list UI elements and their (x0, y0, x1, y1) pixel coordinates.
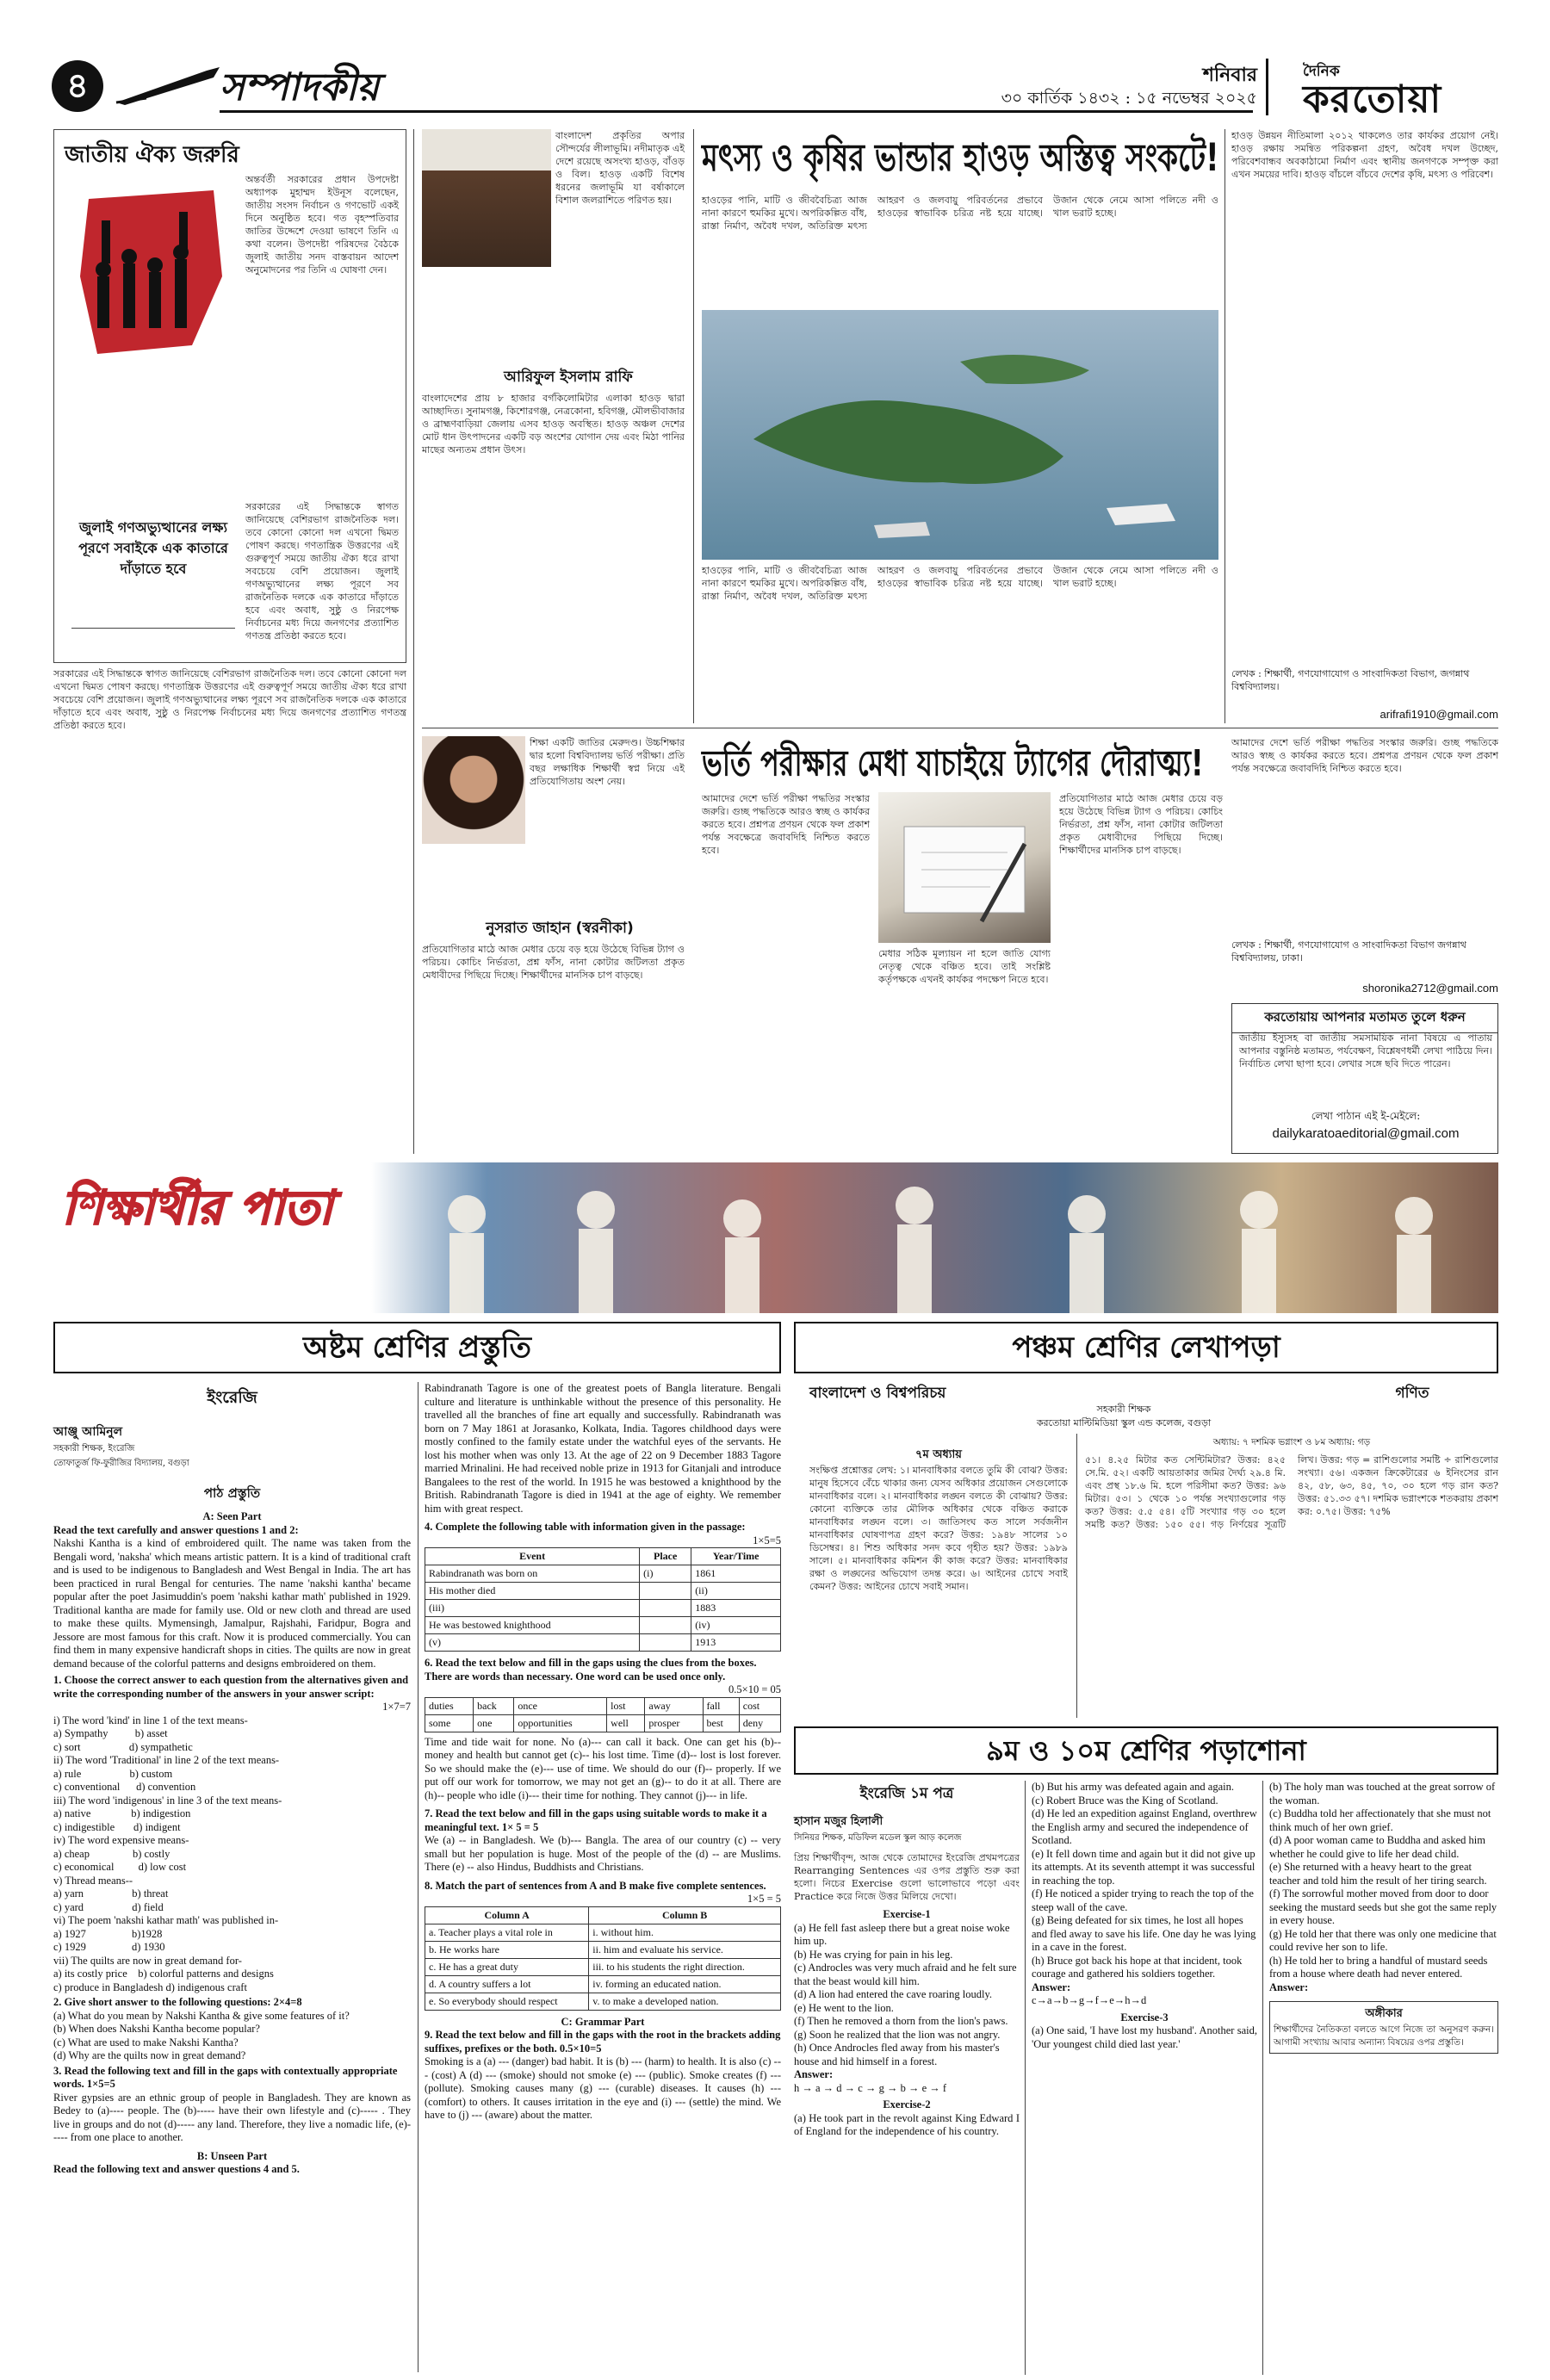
ex3-item: (e) She returned with a heavy heart to the great teacher and told him the result of her tiring search. (1269, 1861, 1487, 1887)
table-cell: (iv) (691, 1617, 781, 1634)
q8: 8. Match the part of sentences from A and B make five complete sentences. (425, 1879, 766, 1892)
class910-col1 (794, 1781, 1020, 2375)
class8-subject: ইংরেজি (207, 1388, 257, 1407)
article2-body-a: শিক্ষা একটি জাতির মেরুদণ্ড। উচ্চশিক্ষার দ্বার হলো বিশ্ববিদ্যালয় ভর্তি পরীক্ষা। প্রতি বছর লক্ষাধিক শিক্ষার্থী স্বপ্ন নিয়ে এই প্রতিযোগিতায় অংশ নেয়। (530, 737, 685, 787)
mcq-line: c) sort d) sympathetic (53, 1740, 193, 1753)
class5-math-chapter: অধ্যায়: ৭ দশমিক ভগ্নাংশ ও ৮ম অধ্যায়: গড় (1212, 1437, 1371, 1447)
table-cell: b. He works hare (425, 1941, 589, 1958)
table-row (425, 1941, 781, 1958)
word-box-cell: duties (425, 1697, 474, 1714)
table-cell: (i) (640, 1565, 691, 1583)
ex1-item: (a) He fell fast asleep there but a great noise woke him up. (794, 1921, 1013, 1947)
table-cell: Rabindranath was born on (425, 1565, 640, 1583)
class910-teacher-role: সিনিয়র শিক্ষক, মডিফিল মডেল স্কুল আড় কলেজ (794, 1833, 962, 1843)
article2-body-e: প্রতিযোগিতার মাঠে আজ মেধার চেয়ে বড় হয়ে উঠেছে বিভিন্ন ট্যাগ ও পরিচয়। কোচিং নির্ভরতা, প্রশ্ন ফাঁস, নানা কোটার জটিলতা প্রকৃত মেধাবীদের পিছিয়ে দিচ্ছে। শিক্ষার্থীদের মানসিক চাপ বাড়ছে। (1059, 793, 1223, 856)
mcq-line: a) yarn b) threat (53, 1887, 169, 1900)
ex3-item: (c) Buddha told her affectionately that she must not think much of her own grief. (1269, 1807, 1494, 1833)
article1-body-b: বাংলাদেশের প্রায় ৮ হাজার বর্গকিলোমিটার এলাকা হাওড় দ্বারা আচ্ছাদিত। সুনামগঞ্জ, কিশোরগঞ্জ, নেত্রকোনা, হবিগঞ্জ, মৌলভীবাজার ও ব্রাহ্মণবাড়িয়া জেলায় এসব হাওড় অবস্থিত। হাওড় অঞ্চল দেশের মোট ধান উৎপাদনের একটি বড় অংশের যোগান দেয় এবং মিঠা পানির মাছের অন্যতম প্রধান উৎস। (422, 393, 685, 456)
mcq-line: a) cheap b) costly (53, 1847, 170, 1860)
col-rule-2 (693, 129, 694, 723)
table-cell: d. A country suffers a lot (425, 1975, 589, 1993)
mcq-line: c) yard d) field (53, 1900, 164, 1913)
ex2-list (1032, 1781, 1260, 1981)
editorial-continued: সরকারের এই সিদ্ধান্তকে স্বাগত জানিয়েছে বেশিরভাগ রাজনৈতিক দল। তবে কোনো কোনো দল এখনো দ্বিমত পোষণ করছে। গণতান্ত্রিক উত্তরণের এই গুরুত্বপূর্ণ সময়ে জাতীয় ঐক্য ধরে রাখা সবচেয়ে বেশি প্রয়োজন। জুলাই গণঅভ্যুত্থানের লক্ষ্য পূরণে সব রাজনৈতিক দলকে এক কাতারে দাঁড়াতে হবে এবং অবাধ, সুষ্ঠু ও নিরপেক্ষ নির্বাচনের মধ্য দিয়ে জনগণের প্রত্যাশিত গণতন্ত্র প্রতিষ্ঠা করতে হবে। (53, 668, 406, 731)
word-box-cell: cost (739, 1697, 780, 1714)
ex2-item: (c) Robert Bruce was the King of Scotland. (1032, 1794, 1218, 1807)
word-box (425, 1697, 781, 1732)
ex2-item: (g) Being defeated for six times, he lost all hopes and fled away to save his life. One day he was lying in a cave in the forest. (1032, 1914, 1259, 1953)
mcq-line: vi) The poem 'nakshi kathar math' was published in- (53, 1914, 279, 1926)
class5-math-text: ৫১। ৪.২৫ মিটার কত সেন্টিমিটার? উত্তর: ৪২৫ সে.মি. ৫২। একটি আয়তাকার জমির দৈর্ঘ্য ২৯.৪ মি. এবং প্রস্থ ১৮.৬ মি. হলে পরিসীমা কত? উত্তর: ৯৬ মিটার। ৫৩। ১ থেকে ১০ পর্যন্ত সংখ্যাগুলোর গড় কত? উত্তর: ৫.৫ ৫৪। ৫টি সংখ্যার গড় ৩০ হলে সমষ্টি কত? উত্তর: ১৫০ ৫৫। গড় নির্ণয়ের সূত্রটি লিখ। উত্তর: গড় = রাশিগুলোর সমষ্টি ÷ রাশিগুলোর সংখ্যা। ৫৬। একজন ক্রিকেটারের ৬ ইনিংসের রান ৪২, ৫৮, ৬৩, ৪৫, ৭০, ৩০ হলে গড় রান কত? উত্তর: ৫১.৩৩ ৫৭। দশমিক ভগ্নাংশকে শতকরায় প্রকাশ কর: ০.৭৫। উত্তর: ৭৫% (1085, 1454, 1498, 1530)
q2-item: (b) When does Nakshi Kantha become popular? (53, 2023, 260, 2035)
author-photo-rafi (422, 129, 551, 267)
mcq-line: a) 1927 b)1928 (53, 1927, 163, 1940)
pullquote-rule (71, 628, 235, 629)
table-row (425, 1975, 781, 1993)
class8-title: অষ্টম শ্রেণির প্রস্তুতি (303, 1330, 531, 1365)
word-box-cell: well (607, 1714, 645, 1732)
word-box-cell: once (514, 1697, 607, 1714)
word-box-cell: lost (607, 1697, 645, 1714)
match-table (425, 1906, 781, 2011)
table-cell: e. So everybody should respect (425, 1993, 589, 2010)
table-cell: c. He has a great duty (425, 1958, 589, 1975)
mcq-line: i) The word 'kind' in line 1 of the text means- (53, 1714, 248, 1726)
ex2-answer: c→a→b→g→f→e→h→d (1032, 1994, 1147, 2006)
table-cell: (iii) (425, 1600, 640, 1617)
section-title: সম্পাদকীয় (220, 65, 380, 109)
q6-text: Time and tide wait for none. No (a)--- can call it back. One can get his (b)-- money and health but cannot get (c)-- his lost time. Time (d)-- lost is lost forever. So we should make the (e)--- use of time. We should do our (f)-- properly. If we put off our work for tomorrow, we may not get an (g)-- to do it at all. There are (h)-- people who idle (i)--- their time for nothing. They cannot (j)--- in life. (425, 1735, 781, 1801)
article1-body-a: বাংলাদেশ প্রকৃতির অপার সৌন্দর্যের লীলাভূমি। নদীমাতৃক এই দেশে রয়েছে অসংখ্য হাওড়, বাঁওড় ও বিল। হাওড় একটি বিশেষ ধরনের জলাভূমি যা বর্ষাকালে বিশাল জলরাশিতে পরিণত হয়। (555, 130, 685, 206)
q1-marks: 1×7=7 (382, 1701, 411, 1713)
editorial-box (53, 129, 406, 663)
table-row (425, 1924, 781, 1941)
instr1: Read the text carefully and answer questions 1 and 2: (53, 1523, 299, 1536)
ex3-item: (d) A poor woman came to Buddha and asked him whether he could give to life her dead child. (1269, 1834, 1489, 1860)
table-cell: iv. forming an educated nation. (589, 1975, 781, 1993)
ex2-answer-label: Answer: (1032, 1980, 1071, 1993)
part-b-heading: B: Unseen Part (196, 2149, 268, 2162)
article1-body-e: হাওড় উন্নয়ন নীতিমালা ২০১২ থাকলেও তার কার্যকর প্রয়োগ নেই। হাওড় রক্ষায় সমন্বিত পরিকল্পনা গ্রহণ, অবৈধ দখল উচ্ছেদ, পরিবেশবান্ধব অবকাঠামো নির্মাণ এবং স্থানীয় জনগণকে সম্পৃক্ত করা এখন সময়ের দাবি। হাওড় বাঁচলে বাঁচবে দেশের কৃষি, মৎস্য ও পরিবেশ। (1231, 130, 1498, 180)
word-box-cell: one (474, 1714, 514, 1732)
q3: 3. Read the following text and fill in the gaps with contextually appropriate words. 1×5=5 (53, 2064, 398, 2090)
table-cell: i. without him. (589, 1924, 781, 1941)
instr2: Read the following text and answer questions 4 and 5. (53, 2163, 300, 2175)
ex1-title: Exercise-1 (883, 1908, 931, 1920)
table-row (425, 1634, 781, 1652)
ex2-item: (b) But his army was defeated again and again. (1032, 1781, 1234, 1793)
class5-title: পঞ্চম শ্রেণির লেখাপড়া (1012, 1330, 1280, 1365)
table-cell: v. to make a developed nation. (589, 1993, 781, 2010)
passage1: Nakshi Kantha is a kind of embroidered quilt. The name was taken from the Bengali word, 'naksha' which means artistic pattern. It is a kind of traditional craft and is used to be indigenous to Bangladesh and West Bengal in India. The art has been practiced in rural Bengal for centuries. The name 'nakshi kantha' became popular after the poet Jasimuddin's poem 'nakshi kathar math' published in 1929. Traditional kantha are made for family use. Old or new cloth and thread are used to make these quilts. Mymensingh, Jamalpur, Rajshahi, Faridpur, Bogra and Jessore are most famous for this craft. Now it is produced commercially. You can find them in many expensive handicraft shops in cities. The quilts are now in great demand because of the colorful patterns and designs embroidered on them. (53, 1537, 411, 1670)
q1: 1. Choose the correct answer to each question from the alternatives given and write the corresponding number of the answers in your answer script: (53, 1674, 409, 1700)
notice-text: শিক্ষার্থীদের নৈতিকতা বলতে আগে নিজে তা অনুসরণ করুন। আগামী সংখ্যায় আবার অন্যান্য বিষয়ের ওপর প্রস্তুতি। (1274, 2024, 1494, 2048)
mcq-line: a) native b) indigestion (53, 1807, 191, 1819)
class910-title: ৯ম ও ১০ম শ্রেণির পড়াশোনা (986, 1734, 1306, 1767)
table-row (425, 1993, 781, 2010)
opinion-title: করতোয়ায় আপনার মতামত তুলে ধরুন (1232, 1004, 1497, 1033)
opinion-email[interactable]: dailykaratoaeditorial@gmail.com (1272, 1126, 1460, 1141)
mcq-line: c) 1929 d) 1930 (53, 1941, 165, 1953)
word-box-cell: opportunities (514, 1714, 607, 1732)
table-header: Event (425, 1548, 640, 1565)
article2-email: shoronika2712@gmail.com (1362, 982, 1498, 995)
table-cell (640, 1600, 691, 1617)
mcq-line: c) economical d) low cost (53, 1861, 187, 1873)
word-box-cell: back (474, 1697, 514, 1714)
table-header: Place (640, 1548, 691, 1565)
table-row (425, 1697, 781, 1714)
ex1-item: (e) He went to the lion. (794, 2001, 894, 2014)
table-cell: 1883 (691, 1600, 781, 1617)
q7: 7. Read the text below and fill in the gaps using suitable words to make it a meaningful text. 1× 5 = 5 (425, 1807, 767, 1833)
class5-title-box (794, 1322, 1498, 1373)
word-box-cell: best (703, 1714, 739, 1732)
table-cell: (ii) (691, 1583, 781, 1600)
class8-col2 (425, 1382, 781, 2372)
article1-author-note: লেখক : শিক্ষার্থী, গণযোগাযোগ ও সাংবাদিকতা বিভাগ, জগন্নাথ বিশ্ববিদ্যালয়। (1231, 668, 1470, 692)
ex1-answer: h → a → d → c → g → b → e → f (794, 2081, 947, 2094)
mcq-list (53, 1714, 411, 1995)
opinion-body: জাতীয় ইস্যুসহ বা জাতীয় সমসাময়িক নানা বিষয়ে এ পাতায় আপনার বস্তুনিষ্ঠ মতামত, পর্যবেক্ষণ, বিশ্লেষণধর্মী লেখা পাঠিয়ে দিন। নির্বাচিত লেখা ছাপা হবে। লেখার সঙ্গে ছবি দিতে পারেন। (1239, 1032, 1492, 1069)
article2-headline: ভর্তি পরীক্ষার মেধা যাচাইয়ে ট্যাগের দৌরাত্ম্য! (702, 741, 1204, 784)
q6-marks: 0.5×10 = 05 (728, 1683, 781, 1695)
editorial-title: জাতীয় ঐক্য জরুরি (65, 142, 239, 168)
ex2-title: Exercise-2 (883, 2098, 931, 2110)
mcq-line: a) its costly price b) colorful patterns and designs (53, 1968, 274, 1980)
ex1-item: (f) Then he removed a thorn from the lion's paws. (794, 2015, 1008, 2027)
class910-col2 (1032, 1781, 1260, 2375)
class5-subject-right: গণিত (1395, 1385, 1429, 1402)
table-row (425, 1958, 781, 1975)
part-a-heading: A: Seen Part (202, 1510, 262, 1522)
class5-school: করতোয়া মাল্টিমিডিয়া স্কুল এন্ড কলেজ, বগুড়া (1036, 1417, 1212, 1429)
ex1-item: (d) A lion had entered the cave roaring loudly. (794, 1988, 993, 2000)
table-cell (640, 1634, 691, 1652)
table-row (425, 1600, 781, 1617)
class910-col-rule-1 (1025, 1781, 1026, 2375)
ex2-item: (f) He noticed a spider trying to reach the top of the steep wall of the cave. (1032, 1887, 1257, 1913)
editorial-body-bottom: সরকারের এই সিদ্ধান্তকে স্বাগত জানিয়েছে বেশিরভাগ রাজনৈতিক দল। তবে কোনো কোনো দল এখনো দ্বিমত পোষণ করছে। গণতান্ত্রিক উত্তরণের এই গুরুত্বপূর্ণ সময়ে জাতীয় ঐক্য ধরে রাখা সবচেয়ে বেশি প্রয়োজন। জুলাই গণঅভ্যুত্থানের লক্ষ্য পূরণে সব রাজনৈতিক দলকে এক কাতারে দাঁড়াতে হবে এবং অবাধ, সুষ্ঠু ও নিরপেক্ষ নির্বাচনের মধ্য দিয়ে জনগণের প্রত্যাশিত গণতন্ত্র প্রতিষ্ঠা করতে হবে। (245, 501, 399, 641)
table-cell (640, 1617, 691, 1634)
haor-photo (702, 310, 1218, 560)
q4: 4. Complete the following table with information given in the passage: (425, 1521, 746, 1533)
q2: 2. Give short answer to the following questions: 2×4=8 (53, 1996, 302, 2008)
student-banner (53, 1162, 1498, 1313)
article1-email: arifrafi1910@gmail.com (1380, 708, 1498, 721)
word-box-cell: prosper (645, 1714, 703, 1732)
mcq-line: c) conventional d) convention (53, 1781, 196, 1793)
mcq-line: vii) The quilts are now in great demand for- (53, 1954, 242, 1967)
mcq-line: v) Thread means-- (53, 1874, 133, 1887)
class8-teacher-role: সহকারী শিক্ষক, ইংরেজি (53, 1444, 135, 1453)
table-header: Column A (425, 1906, 589, 1924)
class8-col1 (53, 1382, 411, 2372)
ex3-item: (g) He told her that there was only one medicine that could revive her son to life. (1269, 1927, 1499, 1953)
article2-body-b: প্রতিযোগিতার মাঠে আজ মেধার চেয়ে বড় হয়ে উঠেছে বিভিন্ন ট্যাগ ও পরিচয়। কোচিং নির্ভরতা, প্রশ্ন ফাঁস, নানা কোটার জটিলতা প্রকৃত মেধাবীদের পিছিয়ে দিচ্ছে। শিক্ষার্থীদের মানসিক চাপ বাড়ছে। (422, 944, 685, 981)
class910-col3 (1269, 1781, 1498, 2375)
ex2-item: (e) It fell down time and again but it did not give up its attempts. At its seventh attempt it was successful in reaching the top. (1032, 1847, 1258, 1887)
table-header: Column B (589, 1906, 781, 1924)
notice-box (1269, 2001, 1498, 2054)
paper-logo-small: দৈনিক (1303, 63, 1340, 80)
masthead-date: ৩০ কার্তিক ১৪৩২ : ১৫ নভেম্বর ২০২৫ (1001, 89, 1257, 108)
mcq-line: a) Sympathy b) asset (53, 1727, 168, 1739)
opinion-box (1231, 1003, 1498, 1154)
q2-item: (c) What are used to make Nakshi Kantha? (53, 2036, 239, 2048)
mcq-line: c) indigestible d) indigent (53, 1820, 181, 1833)
article2-body-c: আমাদের দেশে ভর্তি পরীক্ষা পদ্ধতির সংস্কার জরুরি। গুচ্ছ পদ্ধতিকে আরও স্বচ্ছ ও কার্যকর করতে হবে। প্রশ্নপত্র প্রণয়ন থেকে ফল প্রকাশ পর্যন্ত সবক্ষেত্রে জবাবদিহি নিশ্চিত করতে হবে। (702, 793, 870, 856)
q8-marks: 1×5 = 5 (747, 1893, 781, 1905)
table-cell: 1913 (691, 1634, 781, 1652)
article2-author: নুসরাত জাহান (স্বরনীকা) (486, 920, 634, 937)
ex2-first: (a) He took part in the revolt against King Edward I of England for the independence of his country. (794, 2111, 1020, 2137)
class5-subject-left: বাংলাদেশ ও বিশ্বপরিচয় (809, 1385, 946, 1402)
editorial-illustration (63, 173, 239, 363)
ex1-item: (g) Soon he realized that the lion was not angry. (794, 2028, 1001, 2041)
word-box-cell: deny (739, 1714, 780, 1732)
exam-photo (878, 792, 1051, 943)
mcq-line: a) rule b) custom (53, 1767, 173, 1780)
part-c-heading: C: Grammar Part (561, 2015, 645, 2028)
ex3-answer-label: Answer: (1269, 1980, 1309, 1993)
table-cell: He was bestowed knighthood (425, 1617, 640, 1634)
q7-text: We (a) -- in Bangladesh. We (b)--- Bangla. The area of our country (c) -- very small but her population is huge. Most of the people of the (d) -- are Muslims. There (e) -- also Hindus, Buddhists and Christians. (425, 1834, 781, 1873)
q4-marks: 1×5=5 (753, 1534, 781, 1546)
table-cell: iii. to his students the right direction. (589, 1958, 781, 1975)
q9: 9. Read the text below and fill in the gaps with the root in the brackets adding suffixes, prefixes or the both. 0.5×10=5 (425, 2029, 781, 2055)
ex1-item: (c) Androcles was very much afraid and he felt sure that the beast would kill him. (794, 1962, 1020, 1987)
table-cell: His mother died (425, 1583, 640, 1600)
class5-bgs-text: সংক্ষিপ্ত প্রশ্নোত্তর লেখ: ১। মানবাধিকার বলতে তুমি কী বোঝ? উত্তর: মানুষ হিসেবে বেঁচে থাকার জন্য যেসব অধিকার প্রয়োজন সেগুলোকে মানবাধিকার বলে। ২। মানবাধিকার লঙ্ঘন বলতে কী বোঝায়? উত্তর: কোনো ব্যক্তিকে তার মৌলিক অধিকার থেকে বঞ্চিত করাকে মানবাধিকার লঙ্ঘন বলে। ৩। জাতিসংঘ কত সালে সর্বজনীন মানবাধিকার ঘোষণাপত্র গ্রহণ করে? উত্তর: ১৯৪৮ সালের ১০ ডিসেম্বর। ৪। শিশু অধিকার সনদ কবে গৃহীত হয়? উত্তর: ১৯৮৯ সালে। ৫। মানবাধিকার কমিশন কী কাজ করে? উত্তর: মানবাধিকার রক্ষা ও লঙ্ঘনের অভিযোগ তদন্ত করে। ৬। আইনের চোখে সবাই কেমন? উত্তর: আইনের চোখে সবাই সমান। (809, 1465, 1068, 1592)
opinion-send-label: লেখা পাঠান এই ই-মেইলে: (1311, 1110, 1421, 1122)
table-row (425, 1617, 781, 1634)
word-box-cell: some (425, 1714, 474, 1732)
event-table (425, 1547, 781, 1652)
col-rule-1 (413, 129, 414, 1154)
class8-lesson: পাঠ প্রস্তুতি (203, 1485, 261, 1501)
ex3-first: (a) One said, 'I have lost my husband'. Another said, 'Our youngest child died last year.' (1032, 2024, 1257, 2050)
class5-teacher-role: সহকারী শিক্ষক (1096, 1404, 1151, 1415)
editorial-body-top: অন্তর্বর্তী সরকারের প্রধান উপদেষ্টা অধ্যাপক মুহাম্মদ ইউনূস বলেছেন, জাতীয় সংসদ নির্বাচন ও গণভোট একই দিনে অনুষ্ঠিত হবে। গত বৃহস্পতিবার জাতির উদ্দেশে দেওয়া ভাষণে তিনি এ কথা বলেন। উপদেষ্টা পরিষদের বৈঠকে জুলাই জাতীয় সনদ বাস্তবায়ন আদেশ অনুমোদনের পর তিনি এ ঘোষণা দেন। (245, 174, 399, 276)
editorial-pullquote: জুলাই গণঅভ্যুত্থানের লক্ষ্য পূরণে সবাইকে এক কাতারে দাঁড়াতে হবে (78, 519, 228, 577)
ex2-item: (h) Bruce got back his hope at that incident, took courage and gathered his soldiers together. (1032, 1954, 1245, 1980)
table-cell: 1861 (691, 1565, 781, 1583)
ex1-list (794, 1922, 1020, 2069)
class910-teacher: হাসান মজুর হিলালী (794, 1815, 884, 1828)
article2-body-d: মেধার সঠিক মূল্যায়ন না হলে জাতি যোগ্য নেতৃত্ব থেকে বঞ্চিত হবে। তাই সংশ্লিষ্ট কর্তৃপক্ষকে এখনই কার্যকর পদক্ষেপ নিতে হবে। (878, 948, 1051, 985)
mcq-line: iii) The word 'indigenous' in line 3 of the text means- (53, 1794, 282, 1807)
q2-item: (d) Why are the quilts now in great demand? (53, 2049, 246, 2061)
article1-author: আরিফুল ইসলাম রাফি (504, 369, 633, 386)
class910-intro: প্রিয় শিক্ষার্থীবৃন্দ, আজ থেকে তোমাদের ইংরেজি প্রথমপত্রের Rearranging Sentences এর ওপর প্রস্তুতি শুরু করা হলো। নিচের Exercise গুলো ভালোভাবে পড়ো এবং Practice করে নিজে উত্তর মিলিয়ে দেখো। (794, 1852, 1020, 1902)
table-cell: a. Teacher plays a vital role in (425, 1924, 589, 1941)
passage2: Rabindranath Tagore is one of the greatest poets of Bangla literature. Bengali culture and literature is unthinkable without the presence of this personality. He travelled all the branches of fine art equally and successfully. Rabindranath was born on 7 May 1861 at Jorasanko, Kolkata, India. Tagores childhood days were mostly confined to the family estate under the watchful eyes of the servants. He lost his mother when was only 13. At the age of 22 on 9 December 1883 Tagore married Mrinalini. He had received noble prize in 1913 for Gitanjali and introduce Bangalees to the rest of the world. In 1915 he was bestowed a knighthood by the British. Rabindranath Tagore is died in 1941 at the age of eighty. We remember him with great respect. (425, 1382, 781, 1515)
table-cell: (v) (425, 1634, 640, 1652)
article1-body-c: হাওড়ের পানি, মাটি ও জীববৈচিত্র্য আজ নানা কারণে হুমকির মুখে। অপরিকল্পিত বাঁধ, রাস্তা নির্মাণ, অবৈধ দখল, অতিরিক্ত মৎস্য আহরণ ও জলবায়ু পরিবর্তনের প্রভাবে হাওড়ের স্বাভাবিক চরিত্র নষ্ট হয়ে যাচ্ছে। উজান থেকে নেমে আসা পলিতে নদী ও খাল ভরাট হচ্ছে। (702, 195, 1218, 232)
mcq-line: c) produce in Bangladesh d) indigenous craft (53, 1980, 247, 1993)
q2-list (53, 2010, 411, 2063)
article2-author-note: লেখক : শিক্ষার্থী, গণযোগাযোগ ও সাংবাদিকতা বিভাগ জগন্নাথ বিশ্ববিদ্যালয়, ঢাকা। (1231, 939, 1466, 964)
word-box-cell: fall (703, 1697, 739, 1714)
paper-logo-name: করতোয়া (1303, 77, 1442, 121)
article2-body-f: আমাদের দেশে ভর্তি পরীক্ষা পদ্ধতির সংস্কার জরুরি। গুচ্ছ পদ্ধতিকে আরও স্বচ্ছ ও কার্যকর করতে হবে। প্রশ্নপত্র প্রণয়ন থেকে ফল প্রকাশ পর্যন্ত সবক্ষেত্রে জবাবদিহি নিশ্চিত করতে হবে। (1231, 737, 1498, 774)
paper-logo (1266, 59, 1524, 121)
class910-subject: ইংরেজি ১ম পত্র (859, 1785, 954, 1802)
mcq-line: ii) The word 'Traditional' in line 2 of the text means- (53, 1754, 280, 1766)
table-header: Year/Time (691, 1548, 781, 1565)
article1-body-d: হাওড়ের পানি, মাটি ও জীববৈচিত্র্য আজ নানা কারণে হুমকির মুখে। অপরিকল্পিত বাঁধ, রাস্তা নির্মাণ, অবৈধ দখল, অতিরিক্ত মৎস্য আহরণ ও জলবায়ু পরিবর্তনের প্রভাবে হাওড়ের স্বাভাবিক চরিত্র নষ্ট হয়ে যাচ্ছে। উজান থেকে নেমে আসা পলিতে নদী ও খাল ভরাট হচ্ছে। (702, 565, 1218, 602)
q6: 6. Read the text below and fill in the gaps using the clues from the boxes. There are words than necessary. One word can be used once only. (425, 1657, 757, 1683)
class8-school: তোফাতুর্জ ফি-ফুরীজির বিদ্যালয়, বগুড়া (53, 1459, 189, 1468)
author-photo-nusrat (422, 736, 525, 844)
class8-teacher: আঞ্জু আমিনুল (53, 1425, 123, 1439)
masthead-day: শনিবার (1202, 65, 1257, 86)
page-number-badge: ৪ (52, 60, 103, 112)
table-row (425, 1714, 781, 1732)
class8-title-box (53, 1322, 781, 1373)
table-cell (640, 1583, 691, 1600)
word-box-cell: away (645, 1697, 703, 1714)
pen-icon (112, 64, 224, 107)
ex1-item: (b) He was crying for pain in his leg. (794, 1948, 953, 1961)
table-cell: ii. him and evaluate his service. (589, 1941, 781, 1958)
q2-item: (a) What do you mean by Nakshi Kantha & give some features of it? (53, 2009, 350, 2022)
class910-col-rule-2 (1262, 1781, 1263, 2375)
ex3-item: (b) The holy man was touched at the great sorrow of the woman. (1269, 1781, 1498, 1807)
ex1-item: (h) Once Androcles fled away from his master's house and hid himself in a forest. (794, 2042, 1002, 2067)
class5-chapter: ৭ম অধ্যায় (915, 1448, 962, 1461)
ex3-list (1269, 1781, 1498, 1981)
notice-title: অঙ্গীকার (1365, 2007, 1403, 2020)
table-row (425, 1565, 781, 1583)
student-banner-title: শিক্ষার্থীর পাতা (62, 1181, 333, 1235)
mcq-line: iv) The word expensive means- (53, 1834, 189, 1846)
q9-text: Smoking is a (a) --- (danger) bad habit. It is (b) --- (harm) to health. It is also (c) --- (cost) A (d) --- (smoke) should not smoke (e) --- (public). Smoke creates (f) --- (pollute). Smoking causes many (g) --- (curable) diseases. It causes (h) --- (comfort) to others. It causes irritation in the eye and (i) --- (settle) the mind. We have to (j) --- (aware) about the matter. (425, 2055, 781, 2121)
ex1-answer-label: Answer: (794, 2068, 834, 2080)
class5-col-rule (1076, 1434, 1077, 1718)
masthead (26, 59, 1524, 119)
ex3-item: (h) He told her to bring a handful of mustard seeds from a house where death had never entered. (1269, 1954, 1491, 1980)
ex3-item: (f) The sorrowful mother moved from door to door seeking the mustard seeds but she got the same reply in every house. (1269, 1887, 1500, 1926)
q3-text: River gypsies are an ethnic group of people in Bangladesh. They are known as Bedey to (a)---- people. The (b)----- have their own lifestyle and (c)----- . They live in groups and do not (d)----- any land. Therefore, they live a nomadic life, (e)----- from one place to another. (53, 2091, 411, 2143)
class910-title-box (794, 1726, 1498, 1775)
ex2-item: (d) He led an expedition against England, overthrew the English army and secured the independence of Scotland. (1032, 1807, 1260, 1846)
table-row (425, 1583, 781, 1600)
col-rule-3 (1224, 129, 1225, 723)
article1-headline: মৎস্য ও কৃষির ভান্ডার হাওড় অস্তিত্ব সংকটে! (702, 135, 1219, 181)
ex3-title: Exercise-3 (1120, 2011, 1169, 2024)
